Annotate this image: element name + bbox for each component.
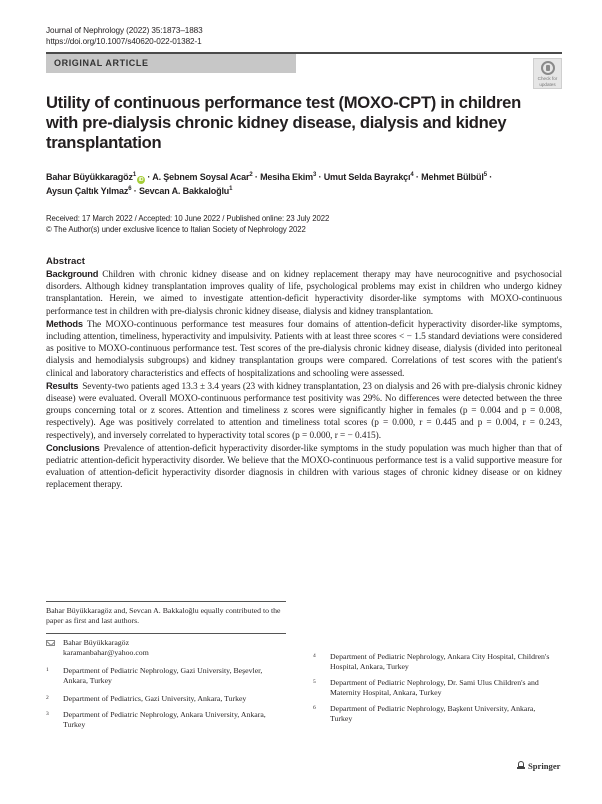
section-label: Methods bbox=[46, 318, 83, 329]
abstract-background bbox=[46, 268, 562, 318]
affiliation-text: Department of Pediatric Nephrology, Başkent University, Ankara, Turkey bbox=[330, 704, 536, 723]
abstract-methods bbox=[46, 318, 562, 380]
check-updates-line2: updates bbox=[539, 82, 556, 87]
section-label: Conclusions bbox=[46, 442, 100, 453]
corresponding-author bbox=[46, 638, 296, 658]
doi-link[interactable]: https://doi.org/10.1007/s40620-022-01382-1 bbox=[46, 37, 202, 46]
affiliation-number: 3 bbox=[46, 711, 49, 717]
affiliation bbox=[313, 652, 553, 672]
author[interactable]: Aysun Çaltık Yılmaz$^6$ bbox=[46, 186, 132, 196]
affiliation-text: Department of Pediatrics, Gazi University, Ankara, Turkey bbox=[63, 694, 247, 703]
author-separator: · bbox=[486, 172, 493, 182]
affiliation-text: Department of Pediatric Nephrology, Ankara University, Ankara, Turkey bbox=[63, 710, 266, 729]
affiliation-text: Department of Pediatric Nephrology, Gazi University, Beşevler, Ankara, Turkey bbox=[63, 666, 263, 685]
publisher-name: Springer bbox=[528, 761, 561, 771]
affiliation-number: 1 bbox=[46, 667, 49, 673]
section-label: Results bbox=[46, 380, 79, 391]
abstract-conclusions bbox=[46, 442, 562, 492]
article-title: Utility of continuous performance test (MOXO-CPT) in children with pre-dialysis chronic kidney disease, dialysis and kidney transplantation bbox=[46, 93, 521, 152]
affiliation-number: 2 bbox=[46, 695, 49, 701]
affiliation-number: 5 bbox=[313, 679, 316, 685]
section-text: The MOXO-continuous performance test measures four domains of attention-deficit hyperactivity disorder-like symptoms, including attention, timeliness, hyperactivity and impulsivity. Patients with at least three scores < − 1.5 standard deviations were considered as positive to MOXO-continuous performance test. Test scores of the pre-dialysis chronic kidney disease, dialysis (divided into peritoneal dialysis and hemodialysis subgroups) and kidney transplantation groups were compared. Correlations of test scores with the patient's clinical and laboratory characteristics and effects of hospitalizations and schooling were assessed. bbox=[46, 319, 562, 379]
author[interactable]: Mesiha Ekim$^3$ bbox=[260, 172, 317, 182]
affiliation-text: Department of Pediatric Nephrology, Dr. Sami Ulus Children's and Maternity Hospital, Ankara, Turkey bbox=[330, 678, 539, 697]
affiliation bbox=[313, 704, 553, 724]
check-updates-line1: Check for bbox=[537, 76, 558, 81]
author[interactable]: Mehmet Bülbül$^5$ bbox=[421, 172, 487, 182]
envelope-icon bbox=[46, 640, 55, 646]
corresponding-email[interactable]: karamanbahar@yahoo.com bbox=[63, 648, 149, 657]
affiliation-text: Department of Pediatric Nephrology, Ankara City Hospital, Children's Hospital, Ankara, Turkey bbox=[330, 652, 550, 671]
author[interactable]: Sevcan A. Bakkaloğlu$^1$ bbox=[138, 186, 233, 196]
author-separator: · bbox=[316, 172, 324, 182]
author-separator: · bbox=[413, 172, 422, 182]
abstract-heading: Abstract bbox=[46, 256, 85, 267]
author[interactable]: Umut Selda Bayrakçı$^4$ bbox=[323, 172, 414, 182]
affiliation bbox=[46, 710, 286, 730]
affiliation-number: 4 bbox=[313, 653, 316, 659]
history-dates: Received: 17 March 2022 / Accepted: 10 June 2022 / Published online: 23 July 2022 bbox=[46, 214, 330, 223]
affiliation bbox=[46, 694, 306, 704]
author[interactable]: A. Şebnem Soysal Acar$^2$ bbox=[152, 172, 253, 182]
affiliation bbox=[46, 666, 286, 686]
orcid-icon[interactable]: iD bbox=[138, 177, 144, 183]
journal-meta bbox=[46, 25, 203, 47]
footnote-rule bbox=[46, 601, 286, 602]
corresponding-name: Bahar Büyükkaragöz bbox=[63, 638, 130, 647]
section-text: Children with chronic kidney disease and on kidney replacement therapy may have neurocognitive and psychosocial disorders. Although kidney transplantation improves quality of life, psychological problems may exist in children who undergo kidney transplantation. Herein, we aimed to investigate attention-deficit hyperactivity disorder-like symptoms with MOXO-continuous performance test in children with pre-dialysis chronic kidney disease, dialysis and kidney transplantation. bbox=[46, 270, 562, 317]
check-for-updates-badge[interactable] bbox=[533, 58, 562, 89]
author-separator: · bbox=[252, 172, 261, 182]
abstract bbox=[46, 256, 562, 492]
article-type-bar bbox=[46, 54, 296, 73]
bookmark-icon bbox=[541, 61, 555, 75]
publisher-logo bbox=[517, 761, 560, 771]
author[interactable]: Bahar Büyükkaragöz$^1$ bbox=[46, 172, 137, 182]
equal-contribution-note: Bahar Büyükkaragöz and, Sevcan A. Bakkaloğlu equally contributed to the paper as first and last authors. bbox=[46, 606, 281, 625]
affiliation bbox=[313, 678, 553, 698]
author-list bbox=[46, 170, 566, 198]
copyright-notice: © The Author(s) under exclusive licence to Italian Society of Nephrology 2022 bbox=[46, 225, 306, 234]
section-text: Seventy-two patients aged 13.3 ± 3.4 years (23 with kidney transplantation, 23 on dialysis and 26 with pre-dialysis chronic kidney disease) were evaluated. Overall MOXO-continuous performance test positivity was 29%. No differences were detected between the three groups concerning total or z scores. Attention and timeliness z scores were significantly higher in females (p = 0.004 and p = 0.008, respectively). Age was positively correlated to attention and timeliness total scores (p = 0.000, r = 0.445 and p = 0.004, r = 0.243, respectively), and inversely correlated to hyperactivity total scores (p = 0.000, r = − 0.415). bbox=[46, 381, 562, 441]
footnote-rule bbox=[46, 633, 286, 634]
section-text: Prevalence of attention-deficit hyperactivity disorder-like symptoms in the study population was much higher than that of pediatric attention-deficit hyperactivity disorder. We believe that the MOXO-continuous performance test is a valid supportive measure for evaluation of attention-deficit hyperactivity disorder diagnosis in children with various stages of chronic kidney disease or on kidney replacement therapy. bbox=[46, 443, 562, 491]
author-separator: · bbox=[145, 172, 153, 182]
abstract-results bbox=[46, 380, 562, 442]
author-separator: · bbox=[131, 186, 139, 196]
springer-horse-icon bbox=[517, 761, 525, 770]
affiliation-number: 6 bbox=[313, 705, 316, 711]
article-type-label: ORIGINAL ARTICLE bbox=[54, 58, 149, 68]
publication-dates bbox=[46, 213, 329, 235]
section-label: Background bbox=[46, 269, 99, 279]
journal-citation: Journal of Nephrology (2022) 35:1873–1883 bbox=[46, 26, 203, 35]
